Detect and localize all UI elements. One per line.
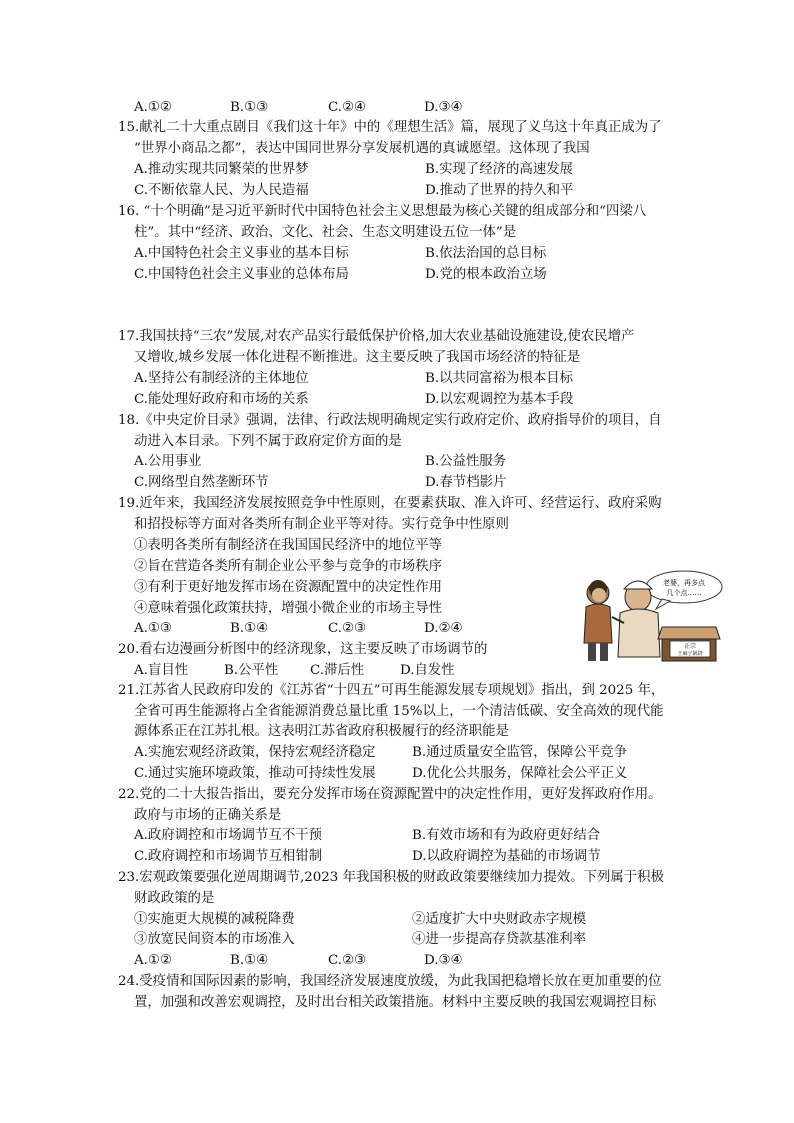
- q16-stem-line1: 16. “十个明确”是习近平新时代中国特色社会主义思想最为核心关键的组成部分和“四梁八: [118, 204, 647, 219]
- q21-option-b: B.通过质量安全监管，保障公平竞争: [412, 745, 627, 760]
- q23-stem-line2: 财政政策的是: [134, 891, 215, 906]
- q20-option-a: A.盲目性: [134, 663, 189, 678]
- q19-option-d: D.②④: [424, 621, 463, 636]
- q19-option-a: A.①③: [134, 621, 172, 636]
- q23-stem-line1: 23.宏观政策要强化逆周期调节,2023 年我国积极的财政政策要继续加力提效。下列属于积极: [118, 870, 664, 885]
- q23-statement-2: ②适度扩大中央财政赤字规模: [412, 912, 587, 927]
- q21-option-a: A.实施宏观经济政策，保持宏观经济稳定: [134, 745, 376, 760]
- q16-option-c: C.中国特色社会主义事业的总体布局: [134, 267, 349, 282]
- q16-option-b: B.依法治国的总目标: [425, 246, 547, 261]
- q21-option-c: C.通过实施环境政策，推动可持续性发展: [134, 766, 376, 781]
- cart-top: [658, 627, 720, 639]
- sign-text-2: 王麻子锅饼: [677, 651, 703, 657]
- q19-statement-4: ④意味着强化政策扶持，增强小微企业的市场主导性: [134, 601, 442, 616]
- q16-option-a: A.中国特色社会主义事业的基本目标: [134, 246, 349, 261]
- q19-stem-line2: 和招投标等方面对各类所有制企业平等对待。实行竞争中性原则: [134, 517, 509, 532]
- q22-option-c: C.政府调控和市场调节互相钳制: [134, 849, 323, 864]
- q23-option-c: C.②③: [328, 953, 367, 968]
- q19-option-c: C.②③: [328, 621, 367, 636]
- q23-statement-3: ③放宽民间资本的市场准入: [134, 932, 295, 947]
- q21-stem-line1: 21.江苏省人民政府印发的《江苏省“十四五”可再生能源发展专项规划》指出，到 2025 年，: [118, 683, 665, 698]
- q18-option-b: B.公益性服务: [425, 454, 507, 469]
- q23-statement-1: ①实施更大规模的减税降费: [134, 912, 295, 927]
- q23-option-d: D.③④: [424, 953, 463, 968]
- q17-stem-line2: 又增收,城乡发展一体化进程不断推进。这主要反映了我国市场经济的特征是: [134, 350, 581, 365]
- prev-option-b: B.①③: [230, 100, 269, 115]
- q20-option-c: C.滞后性: [310, 663, 365, 678]
- q17-option-c: C.能处理好政府和市场的关系: [134, 392, 309, 407]
- q15-option-d: D.推动了世界的持久和平: [425, 183, 574, 198]
- man-body: [618, 609, 660, 657]
- q19-stem-line1: 19.近年来，我国经济发展按照竞争中性原则，在要素获取、准入许可、经营运行、政府采购: [118, 496, 662, 511]
- q22-option-d: D.以政府调控为基础的市场调节: [412, 849, 601, 864]
- sign-text-1: 正宗: [683, 643, 697, 650]
- q24-stem-line1: 24.受疫情和国际因素的影响，我国经济发展速度放缓，为此我国把稳增长放在更加重要的位: [118, 974, 662, 989]
- q21-option-d: D.优化公共服务，保障社会公平正义: [412, 766, 628, 781]
- bubble-text-2: 几个点……: [666, 589, 702, 597]
- q19-statement-3: ③有利于更好地发挥市场在资源配置中的决定性作用: [134, 580, 442, 595]
- q15-stem-line1: 15.献礼二十大重点剧目《我们这十年》中的《理想生活》篇，展现了义乌这十年真正成为了: [118, 120, 662, 135]
- woman-body: [584, 604, 612, 643]
- q20-option-b: B.公平性: [224, 663, 279, 678]
- q15-option-c: C.不断依靠人民、为人民造福: [134, 183, 309, 198]
- q19-statement-1: ①表明各类所有制经济在我国国民经济中的地位平等: [134, 538, 442, 553]
- q16-option-d: D.党的根本政治立场: [425, 267, 547, 282]
- q17-option-a: A.坚持公有制经济的主体地位: [134, 371, 309, 386]
- q18-stem-line2: 动进入本目录。下列不属于政府定价方面的是: [134, 434, 402, 449]
- q19-statement-2: ②旨在营造各类所有制企业公平参与竞争的市场秩序: [134, 559, 442, 574]
- q21-stem-line2: 全省可再生能源将占全省能源消费总量比重 15%以上，一个清洁低碳、安全高效的现代能: [134, 704, 664, 719]
- q20-option-d: D.自发性: [400, 663, 455, 678]
- q23-statement-4: ④进一步提高存贷款基准利率: [412, 932, 587, 947]
- q15-option-b: B.实现了经济的高速发展: [425, 162, 574, 177]
- q18-option-a: A.公用事业: [134, 454, 202, 469]
- q19-option-b: B.①④: [230, 621, 269, 636]
- cartoon-illustration: [576, 565, 724, 667]
- q17-option-b: B.以共同富裕为根本目标: [425, 371, 574, 386]
- prev-option-c: C.②④: [328, 100, 367, 115]
- bubble-text-1: 老婆，再多点: [663, 579, 705, 587]
- q22-stem-line1: 22.党的二十大报告指出，要充分发挥市场在资源配置中的决定性作用，更好发挥政府作用。: [118, 787, 662, 802]
- q18-stem-line1: 18.《中央定价目录》强调，法律、行政法规明确规定实行政府定价、政府指导价的项目，自: [118, 413, 662, 428]
- q22-stem-line2: 政府与市场的正确关系是: [134, 808, 282, 823]
- cartoon-drawing: [576, 565, 724, 667]
- q20-stem-line1: 20.看右边漫画分析图中的经济现象，这主要反映了市场调节的: [118, 642, 488, 657]
- q23-option-b: B.①④: [230, 953, 269, 968]
- q21-stem-line3: 源体系正在江苏扎根。这表明江苏省政府积极履行的经济职能是: [134, 724, 509, 739]
- prev-option-a: A.①②: [134, 100, 172, 115]
- q22-option-a: A.政府调控和市场调节互不干预: [134, 828, 323, 843]
- q18-option-c: C.网络型自然垄断环节: [134, 475, 269, 490]
- q24-stem-line2: 置，加强和改善宏观调控，及时出台相关政策措施。材料中主要反映的我国宏观调控目标: [134, 995, 657, 1010]
- prev-option-d: D.③④: [424, 100, 463, 115]
- q15-stem-line2: “世界小商品之都”，表达中国同世界分享发展机遇的真诚愿望。这体现了我国: [134, 141, 590, 156]
- q18-option-d: D.春节档影片: [425, 475, 507, 490]
- q17-stem-line1: 17.我国扶持“三农”发展,对农产品实行最低保护价格,加大农业基础设施建设,使农民增产: [118, 329, 635, 344]
- q22-option-b: B.有效市场和有为政府更好结合: [412, 828, 601, 843]
- q17-option-d: D.以宏观调控为基本手段: [425, 392, 574, 407]
- speech-bubble: [646, 571, 722, 603]
- q23-option-a: A.①②: [134, 953, 172, 968]
- q16-stem-line2: 柱”。其中“经济、政治、文化、社会、生态文明建设五位一体”是: [134, 225, 517, 240]
- q15-option-a: A.推动实现共同繁荣的世界梦: [134, 162, 309, 177]
